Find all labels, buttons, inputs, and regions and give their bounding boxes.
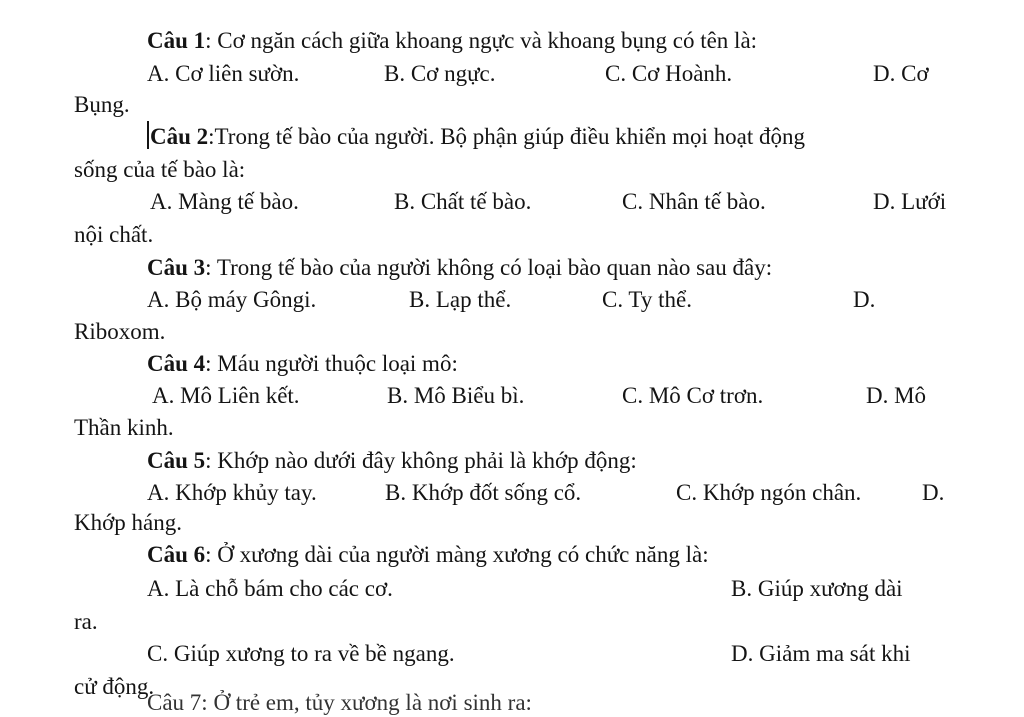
question-2-label: Câu 2 — [150, 124, 209, 149]
text-cursor — [147, 121, 149, 149]
q2-option-c: C. Nhân tế bào. — [622, 189, 766, 214]
q6-option-a: A. Là chỗ bám cho các cơ. — [147, 576, 393, 601]
question-3-label: Câu 3 — [147, 255, 206, 280]
q5-option-c: C. Khớp ngón chân. — [676, 480, 862, 505]
q6-option-d-wrap: cử động. — [74, 674, 155, 699]
question-5-label: Câu 5 — [147, 448, 206, 473]
q2-option-b: B. Chất tế bào. — [394, 189, 532, 214]
q6-option-d: D. Giảm ma sát khi — [731, 641, 911, 666]
q6-option-b-wrap: ra. — [74, 609, 98, 634]
question-3 — [147, 254, 772, 282]
q5-option-d: D. — [922, 480, 945, 505]
question-4 — [147, 350, 458, 378]
q3-option-a: A. Bộ máy Gôngi. — [147, 287, 317, 312]
question-6 — [147, 541, 709, 569]
q5-option-d-wrap: Khớp háng. — [74, 510, 182, 535]
q4-option-d-wrap: Thần kinh. — [74, 415, 174, 440]
q6-option-c: C. Giúp xương to ra về bề ngang. — [147, 641, 455, 666]
q6-option-b: B. Giúp xương dài — [731, 576, 903, 601]
q5-option-b: B. Khớp đốt sống cổ. — [385, 480, 582, 505]
q4-option-a: A. Mô Liên kết. — [152, 383, 300, 408]
q2-option-d: D. Lưới — [873, 189, 947, 214]
q1-option-c: C. Cơ Hoành. — [605, 61, 733, 86]
q4-option-b: B. Mô Biểu bì. — [387, 383, 525, 408]
q4-option-d: D. Mô — [866, 383, 927, 408]
question-1-text: : Cơ ngăn cách giữa khoang ngực và khoang bụng có tên là: — [205, 28, 758, 53]
q3-option-d: D. — [853, 287, 876, 312]
q1-option-d: D. Cơ — [873, 61, 929, 86]
question-4-text: : Máu người thuộc loại mô: — [205, 351, 458, 376]
q1-option-b: B. Cơ ngực. — [384, 61, 496, 86]
q1-option-d-wrap: Bụng. — [74, 92, 130, 117]
q1-option-a: A. Cơ liên sườn. — [147, 61, 300, 86]
question-4-label: Câu 4 — [147, 351, 206, 376]
question-6-label: Câu 6 — [147, 542, 206, 567]
q4-option-c: C. Mô Cơ trơn. — [622, 383, 764, 408]
question-2-text-cont: sống của tế bào là: — [74, 157, 246, 182]
cut-off-question-7-text: Câu 7: Ở trẻ em, tủy xương là nơi sinh ra: — [147, 690, 532, 715]
question-5 — [147, 447, 637, 475]
question-6-text: : Ở xương dài của người màng xương có chức năng là: — [205, 542, 709, 567]
question-5-text: : Khớp nào dưới đây không phải là khớp động: — [205, 448, 637, 473]
q3-option-c: C. Ty thể. — [602, 287, 692, 312]
q3-option-b: B. Lạp thể. — [409, 287, 512, 312]
question-2 — [150, 123, 805, 151]
cut-off-question-7 — [0, 690, 1024, 717]
q2-option-d-wrap: nội chất. — [74, 222, 154, 247]
question-3-text: : Trong tế bào của người không có loại bào quan nào sau đây: — [205, 255, 773, 280]
question-1 — [147, 27, 757, 55]
question-1-label: Câu 1 — [147, 28, 206, 53]
q2-option-a: A. Màng tế bào. — [150, 189, 299, 214]
q5-option-a: A. Khớp khủy tay. — [147, 480, 317, 505]
question-2-text: :Trong tế bào của người. Bộ phận giúp điều khiển mọi hoạt động — [208, 124, 805, 149]
q3-option-d-wrap: Riboxom. — [74, 319, 166, 344]
